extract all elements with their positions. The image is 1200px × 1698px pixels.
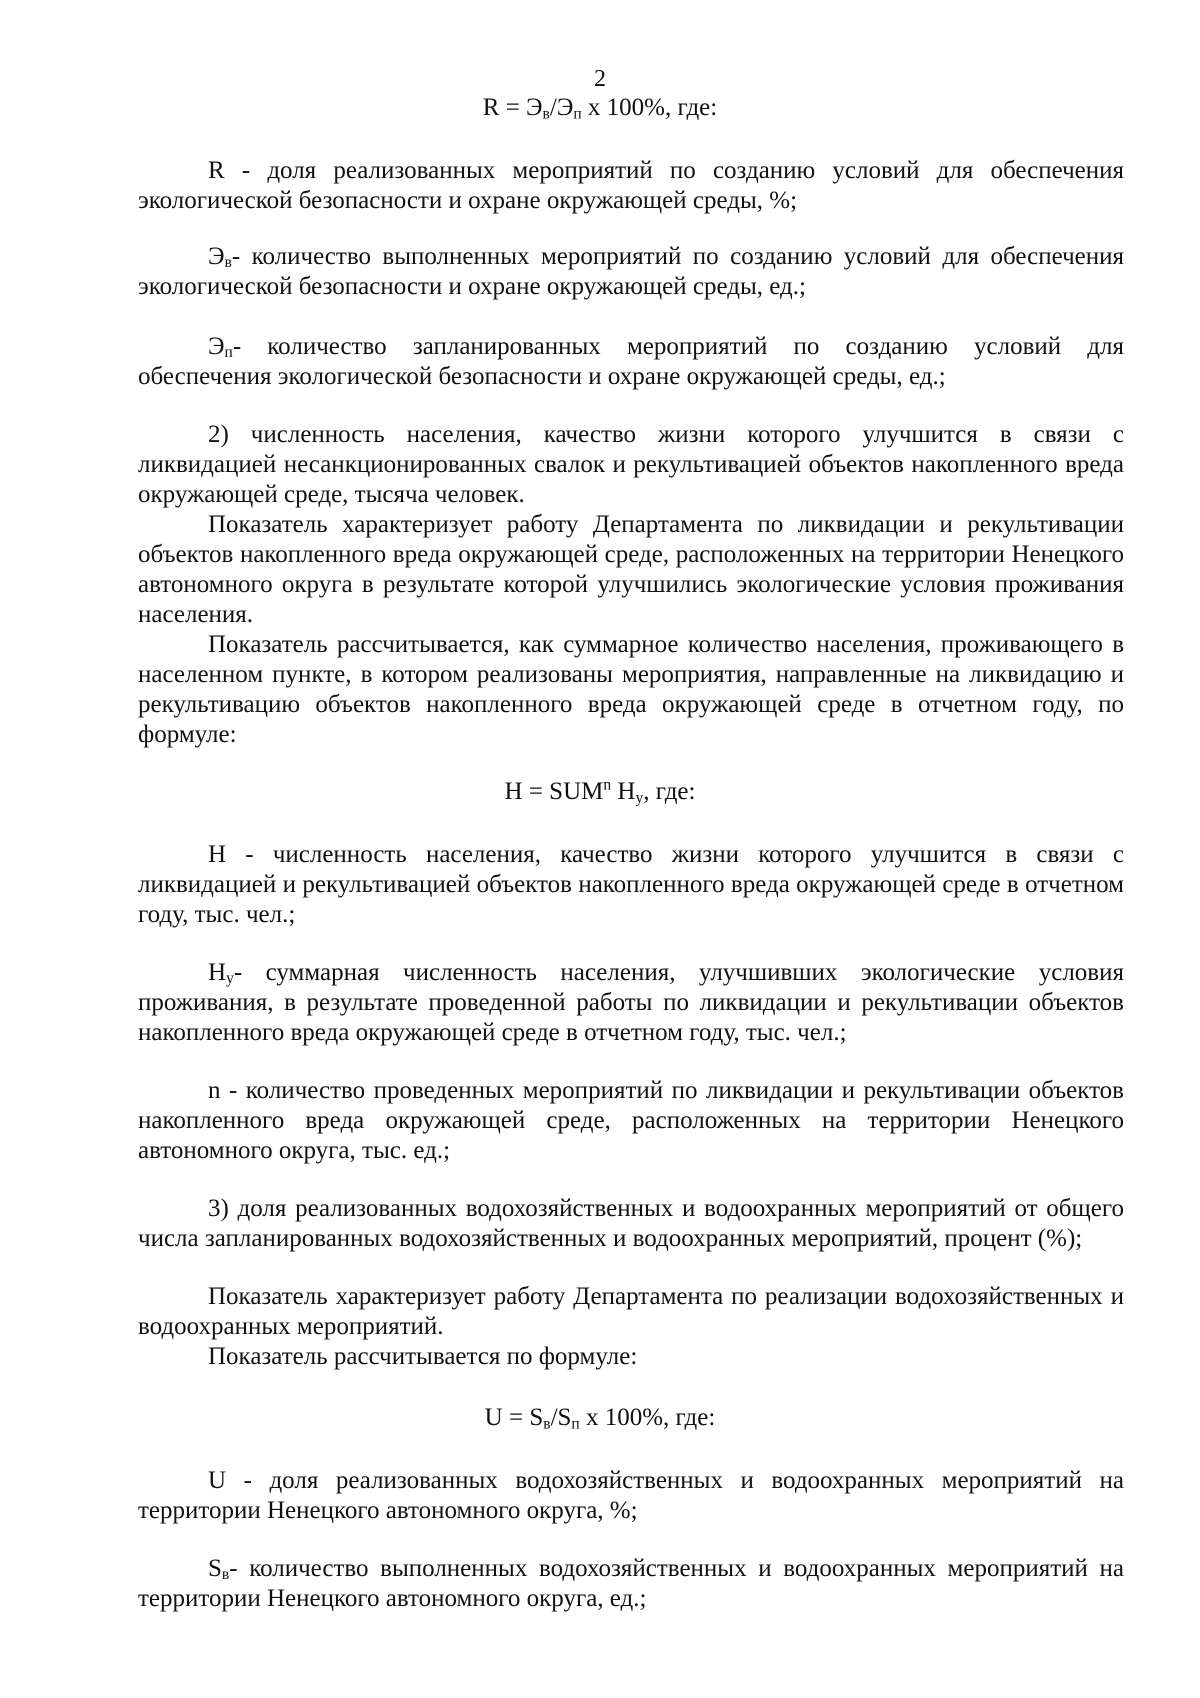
formula-u-sub2: п xyxy=(571,1415,580,1433)
definition-r-symbol: R xyxy=(208,157,225,184)
item-2: 2) численность населения, качество жизни которого улучшится в связи с ликвидацией несанкционированных свалок и рекультивацией объектов накопленного вреда окружающей среде, тысяча человек. xyxy=(138,421,1124,508)
definition-sv-sub: в xyxy=(221,1565,230,1583)
page-number: 2 xyxy=(594,66,606,92)
definition-hy-sub: у xyxy=(226,969,234,987)
formula-r-mid: /Э xyxy=(549,94,574,121)
definition-r-text: - доля реализованных мероприятий по созданию условий для обеспечения экологической безопасности и охране окружающей среды, %; xyxy=(138,157,1124,214)
formula-u-rhs: х 100%, где: xyxy=(579,1404,716,1431)
definition-h-text: - численность населения, качество жизни которого улучшится в связи с ликвидацией и рекультивацией объектов накопленного вреда окружающей среде в отчетном году, тыс. чел.; xyxy=(138,841,1124,928)
definition-ev-sub: в xyxy=(224,253,232,271)
definition-sv-text: - количество выполненных водохозяйственных и водоохранных мероприятий на территории Ненецкого автономного округа, ед.; xyxy=(138,1555,1124,1612)
formula-u-sub1: в xyxy=(543,1415,551,1433)
formula-u xyxy=(0,1404,1200,1432)
definition-r xyxy=(138,156,1124,216)
definition-hy xyxy=(138,958,1124,1048)
formula-r xyxy=(0,94,1200,122)
definition-ev-symbol: Э xyxy=(208,243,225,270)
definition-sv-symbol: S xyxy=(208,1555,222,1582)
definition-h xyxy=(138,840,1124,930)
definition-ep-text: - количество запланированных мероприятий по созданию условий для обеспечения экологической безопасности и охране окружающей среды, ед.; xyxy=(138,333,1124,390)
definition-u xyxy=(138,1466,1124,1526)
formula-u-mid: /S xyxy=(550,1404,572,1431)
formula-h-sup: n xyxy=(603,776,612,794)
formula-u-lhs: U = S xyxy=(484,1404,544,1431)
definition-n-symbol: n xyxy=(208,1077,221,1104)
formula-h-mid: Н xyxy=(611,778,636,805)
definition-ep-symbol: Э xyxy=(208,333,225,360)
definition-u-symbol: U xyxy=(208,1467,227,1494)
item-2-description: Показатель характеризует работу Департамента по ликвидации и рекультивации объектов накопленного вреда окружающей среде, расположенных на территории Ненецкого автономного округа в результате которой улучшились экологические условия проживания населения. xyxy=(138,511,1124,628)
formula-h-rhs: , где: xyxy=(643,778,696,805)
item-3-calculation: Показатель рассчитывается по формуле: xyxy=(208,1343,638,1370)
item-2-calculation: Показатель рассчитывается, как суммарное количество населения, проживающего в населенном пункте, в котором реализованы мероприятия, направленные на ликвидацию и рекультивацию объектов накопленного вреда окружающей среде в отчетном году, по формуле: xyxy=(138,631,1124,748)
formula-r-rhs: х 100%, где: xyxy=(581,94,718,121)
definition-sv xyxy=(138,1554,1124,1614)
definition-ev-text: - количество выполненных мероприятий по созданию условий для обеспечения экологической безопасности и охране окружающей среды, ед.; xyxy=(138,243,1124,300)
formula-h-sub: у xyxy=(635,789,644,807)
definition-ev xyxy=(138,242,1124,302)
definition-h-symbol: Н xyxy=(208,841,227,868)
item-3: 3) доля реализованных водохозяйственных и водоохранных мероприятий от общего числа запланированных водохозяйственных и водоохранных мероприятий, процент (%); xyxy=(138,1195,1124,1252)
formula-r-lhs: R = Э xyxy=(482,94,543,121)
formula-h-lhs: Н = SUM xyxy=(504,778,604,805)
definition-hy-symbol: Н xyxy=(208,959,227,986)
formula-r-sub1: в xyxy=(542,105,550,123)
formula-r-sub2: п xyxy=(573,105,582,123)
definition-ep xyxy=(138,332,1124,392)
item-3-description: Показатель характеризует работу Департамента по реализации водохозяйственных и водоохранных мероприятий. xyxy=(138,1283,1124,1340)
definition-n-text: - количество проведенных мероприятий по ликвидации и рекультивации объектов накопленного вреда окружающей среде, расположенных на территории Ненецкого автономного округа, тыс. ед.; xyxy=(138,1077,1124,1164)
definition-u-text: - доля реализованных водохозяйственных и водоохранных мероприятий на территории Ненецкого автономного округа, %; xyxy=(138,1467,1124,1524)
definition-ep-sub: п xyxy=(224,343,233,361)
formula-h xyxy=(0,778,1200,806)
definition-n xyxy=(138,1076,1124,1166)
definition-hy-text: - суммарная численность населения, улучшивших экологические условия проживания, в результате проведенной работы по ликвидации и рекультивации объектов накопленного вреда окружающей среде в отчетном году, тыс. чел.; xyxy=(138,959,1124,1046)
